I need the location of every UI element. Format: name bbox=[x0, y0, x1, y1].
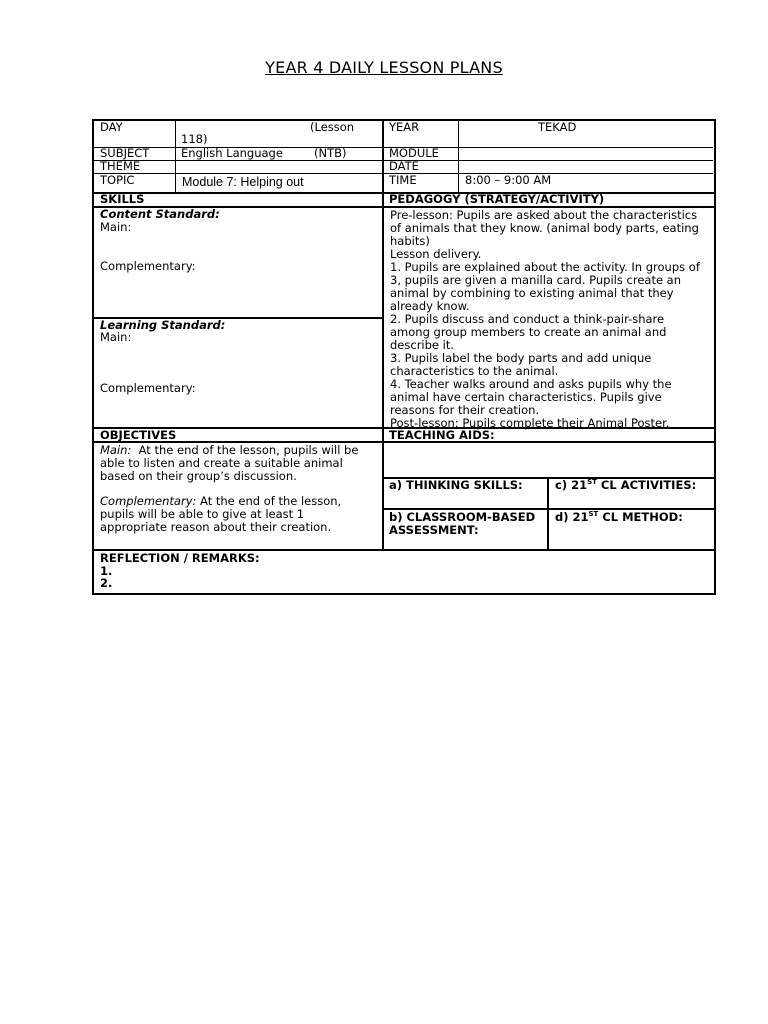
objectives-main-line3: based on their group’s discussion. bbox=[100, 469, 297, 483]
objectives-main-label: Main: bbox=[100, 443, 132, 457]
objectives-comp-text: At the end of the lesson, bbox=[200, 494, 342, 508]
pedagogy-text bbox=[390, 209, 710, 430]
learning-standard-heading: Learning Standard: bbox=[100, 318, 226, 332]
time-label: TIME bbox=[389, 173, 417, 187]
pedagogy-line: characteristics to the animal. bbox=[390, 364, 559, 378]
objectives-comp-line3: appropriate reason about their creation. bbox=[100, 520, 332, 534]
pedagogy-line: 1. Pupils are explained about the activity. In groups of bbox=[390, 260, 700, 274]
pedagogy-line: among group members to create an animal and bbox=[390, 325, 667, 339]
objectives-main-text: At the end of the lesson, pupils will be bbox=[138, 443, 359, 457]
date-label: DATE bbox=[389, 159, 419, 173]
pedagogy-line: animal have certain characteristics. Pupils give bbox=[390, 390, 662, 404]
pedagogy-line: describe it. bbox=[390, 338, 455, 352]
day-value-number: 118) bbox=[181, 132, 208, 146]
objectives-comp-line2: pupils will be able to give at least 1 bbox=[100, 507, 305, 521]
learning-standard-main: Main: bbox=[100, 330, 132, 344]
pedagogy-line: 3. Pupils label the body parts and add unique bbox=[390, 351, 652, 365]
reflection-item-1: 1. bbox=[100, 564, 113, 578]
pedagogy-header: PEDAGOGY (STRATEGY/ACTIVITY) bbox=[389, 192, 605, 206]
pedagogy-line: animal by combining to existing animal that they bbox=[390, 286, 674, 300]
teaching-aids-header: TEACHING AIDS: bbox=[389, 428, 495, 442]
theme-label: THEME bbox=[100, 159, 141, 173]
day-value-lesson: (Lesson bbox=[310, 120, 355, 134]
cl-activities-label: c) 21ST CL ACTIVITIES: bbox=[555, 478, 697, 492]
pedagogy-line: 2. Pupils discuss and conduct a think-pair-share bbox=[390, 312, 665, 326]
pedagogy-line: 3, pupils are given a manilla card. Pupils create an bbox=[390, 273, 682, 287]
pedagogy-line: of animals that they know. (animal body parts, eating bbox=[390, 221, 699, 235]
pedagogy-line: Post-lesson: Pupils complete their Animal Poster. bbox=[390, 416, 670, 430]
reflection-item-2: 2. bbox=[100, 576, 113, 590]
subject-label: SUBJECT bbox=[100, 146, 150, 160]
col-divider bbox=[458, 121, 459, 193]
content-standard-main: Main: bbox=[100, 220, 132, 234]
pedagogy-line: Pre-lesson: Pupils are asked about the characteristics bbox=[390, 208, 698, 222]
page-title: YEAR 4 DAILY LESSON PLANS bbox=[265, 58, 503, 77]
col-divider bbox=[175, 121, 176, 193]
time-value: 8:00 – 9:00 AM bbox=[465, 173, 552, 187]
classroom-assessment-label-1: b) CLASSROOM-BASED bbox=[389, 510, 536, 524]
subject-code: (NTB) bbox=[314, 146, 347, 160]
topic-value: Module 7: Helping out bbox=[182, 175, 304, 189]
content-standard-heading: Content Standard: bbox=[100, 207, 220, 221]
objectives-main-line2: able to listen and create a suitable animal bbox=[100, 456, 343, 470]
subject-value: English Language bbox=[181, 146, 283, 160]
reflection-header: REFLECTION / REMARKS: bbox=[100, 551, 260, 565]
classroom-assessment-label-2: ASSESSMENT: bbox=[389, 523, 479, 537]
content-standard-complementary: Complementary: bbox=[100, 259, 196, 273]
year-value: TEKAD bbox=[538, 120, 577, 134]
thinking-skills-label: a) THINKING SKILLS: bbox=[389, 478, 523, 492]
col-divider bbox=[547, 477, 549, 550]
day-label: DAY bbox=[100, 120, 123, 134]
col-divider bbox=[382, 121, 384, 550]
pedagogy-line: already know. bbox=[390, 299, 470, 313]
objectives-header: OBJECTIVES bbox=[100, 428, 177, 442]
learning-standard-complementary: Complementary: bbox=[100, 381, 196, 395]
pedagogy-line: 4. Teacher walks around and asks pupils why the bbox=[390, 377, 672, 391]
pedagogy-line: habits) bbox=[390, 234, 430, 248]
module-label: MODULE bbox=[389, 146, 439, 160]
pedagogy-line: Lesson delivery. bbox=[390, 247, 482, 261]
year-label: YEAR bbox=[389, 120, 420, 134]
skills-header: SKILLS bbox=[100, 192, 145, 206]
objectives-comp-label: Complementary: bbox=[100, 494, 197, 508]
cl-method-label: d) 21ST CL METHOD: bbox=[555, 510, 683, 524]
pedagogy-line: reasons for their creation. bbox=[390, 403, 540, 417]
topic-label: TOPIC bbox=[100, 173, 135, 187]
